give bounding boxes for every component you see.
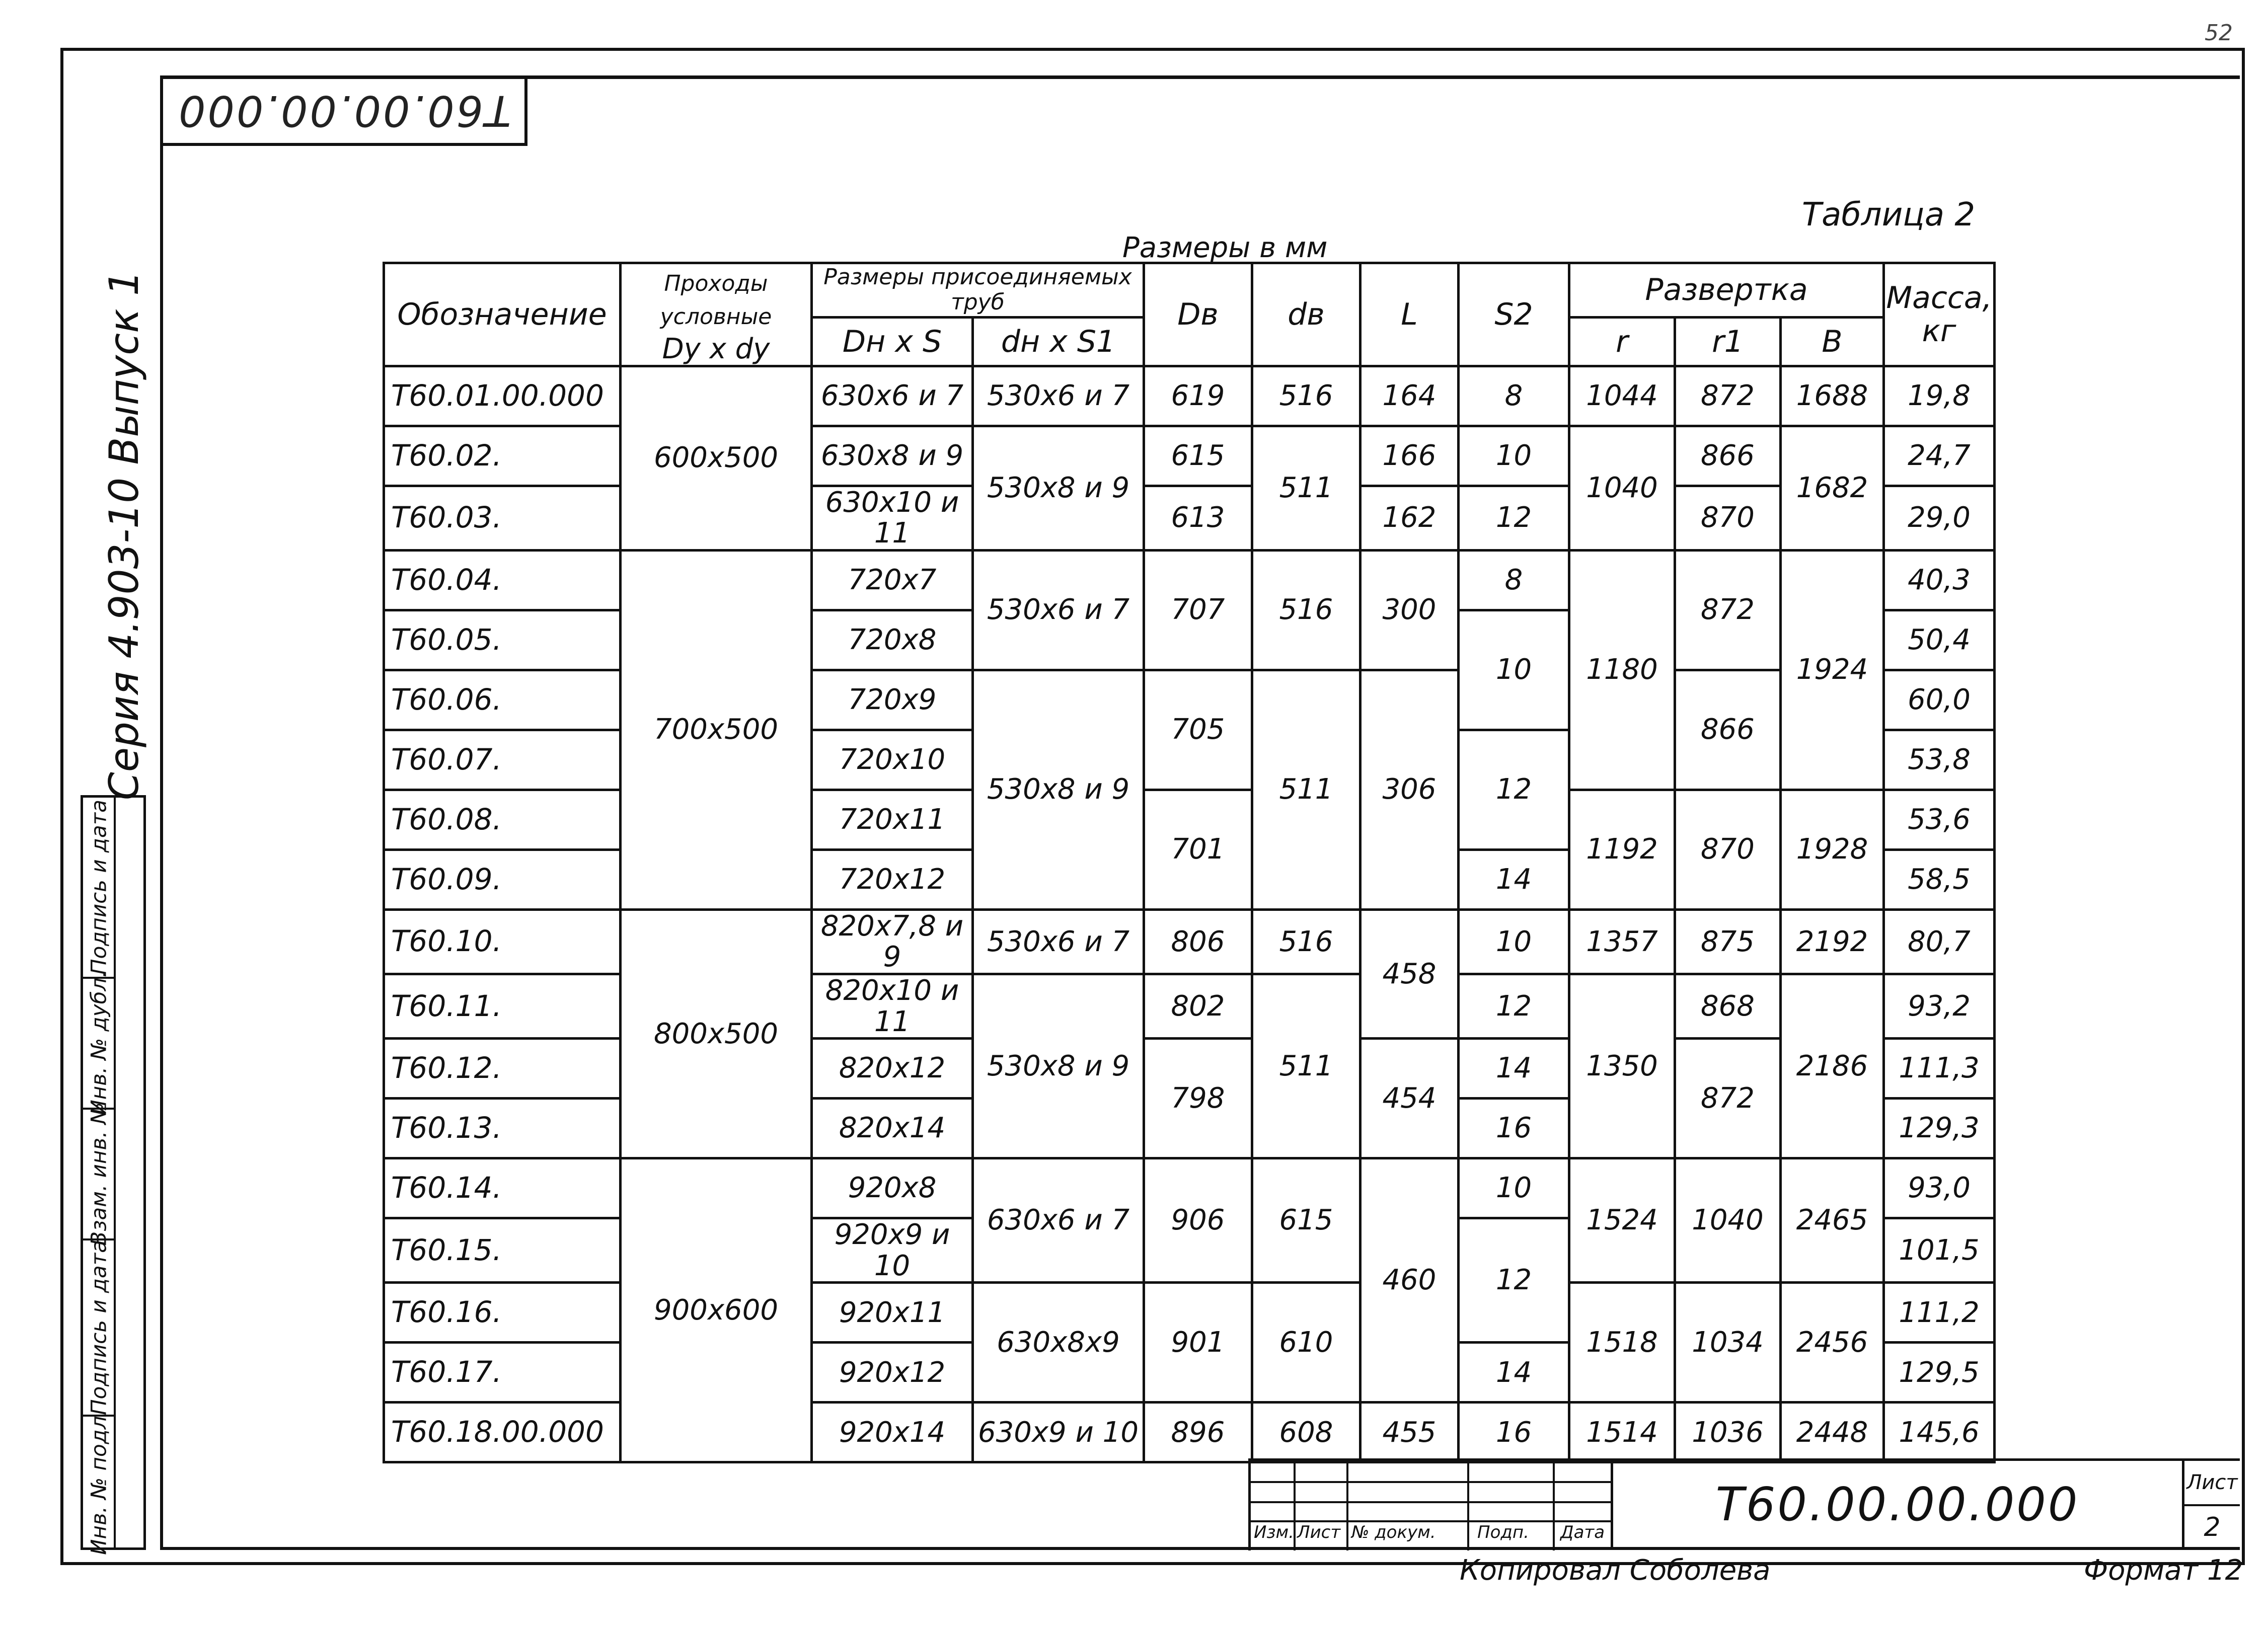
cell-pipe-main: 920х11 (812, 1283, 973, 1343)
grid-line (1346, 1461, 1348, 1550)
table-row (384, 909, 1995, 974)
cell-designation: Т60.02. (384, 426, 621, 486)
cell-pipe-branch: 530х6 и 7 (973, 366, 1144, 426)
cell-r: 1518 (1569, 1283, 1675, 1403)
cell-r: 1524 (1569, 1158, 1675, 1283)
cell-pipe-main: 630х6 и 7 (812, 366, 973, 426)
cell-B: 2192 (1781, 909, 1884, 974)
cell-pipe-branch: 630х6 и 7 (973, 1158, 1144, 1283)
header-L: L (1360, 263, 1459, 366)
cell-Db: 615 (1144, 426, 1252, 486)
cell-mass: 80,7 (1884, 909, 1995, 974)
cell-db: 608 (1252, 1403, 1360, 1462)
cell-S2: 14 (1459, 849, 1569, 909)
signature-label: Подп. (1477, 1522, 1529, 1542)
cell-mass: 145,6 (1884, 1403, 1995, 1462)
cell-r1: 872 (1675, 1039, 1781, 1158)
cell-designation: Т60.01.00.000 (384, 366, 621, 426)
cell-pipe-branch: 530х6 и 7 (973, 550, 1144, 670)
table-row (384, 366, 1995, 426)
cell-r1: 1036 (1675, 1403, 1781, 1462)
cell-designation: Т60.14. (384, 1158, 621, 1218)
cell-pipe-branch: 530х8 и 9 (973, 974, 1144, 1158)
cell-designation: Т60.15. (384, 1218, 621, 1283)
cell-designation: Т60.03. (384, 486, 621, 550)
cell-mass: 60,0 (1884, 670, 1995, 730)
grid-line (1251, 1501, 1613, 1503)
copied-by-label: Копировал Соболева (1460, 1554, 1771, 1587)
cell-designation: Т60.11. (384, 974, 621, 1038)
cell-S2: 8 (1459, 366, 1569, 426)
cell-mass: 93,2 (1884, 974, 1995, 1038)
cell-r1: 870 (1675, 790, 1781, 909)
table-row (384, 550, 1995, 610)
cell-db: 615 (1252, 1158, 1360, 1283)
cell-Db: 619 (1144, 366, 1252, 426)
cell-designation: Т60.12. (384, 1039, 621, 1099)
top-stamp (160, 75, 527, 146)
cell-pipe-main: 920х9 и 10 (812, 1218, 973, 1283)
cell-Db: 896 (1144, 1403, 1252, 1462)
cell-B: 2456 (1781, 1283, 1884, 1403)
cell-pipe-main: 820х7,8 и 9 (812, 909, 973, 974)
cell-B: 1924 (1781, 550, 1884, 790)
cell-S2: 16 (1459, 1403, 1569, 1462)
header-r1: r1 (1675, 317, 1781, 366)
left-stamp-cell (83, 1409, 116, 1555)
left-stamp-cell (83, 971, 116, 1116)
cell-db: 511 (1252, 426, 1360, 550)
header-B: В (1781, 317, 1884, 366)
cell-mass: 53,6 (1884, 790, 1995, 849)
cell-r1: 868 (1675, 974, 1781, 1038)
header-S2: S2 (1459, 263, 1569, 366)
cell-L: 162 (1360, 486, 1459, 550)
cell-Db: 707 (1144, 550, 1252, 670)
cell-r: 1180 (1569, 550, 1675, 790)
left-stamp-column (81, 795, 146, 1555)
cell-r: 1357 (1569, 909, 1675, 974)
cell-db: 516 (1252, 909, 1360, 974)
cell-mass: 93,0 (1884, 1158, 1995, 1218)
cell-S2: 10 (1459, 610, 1569, 730)
cell-pipe-main: 820х12 (812, 1039, 973, 1099)
cell-pipe-main: 630х8 и 9 (812, 426, 973, 486)
left-stamp-label: Подпись и дата (86, 800, 111, 975)
cell-r1: 875 (1675, 909, 1781, 974)
header-passes (621, 263, 812, 366)
cell-mass: 111,2 (1884, 1283, 1995, 1343)
cell-r: 1040 (1569, 426, 1675, 550)
left-stamp-label: Инв. № подл. (86, 1409, 111, 1555)
cell-designation: Т60.06. (384, 670, 621, 730)
cell-L: 164 (1360, 366, 1459, 426)
cell-pipe-main: 720х11 (812, 790, 973, 849)
cell-r: 1350 (1569, 974, 1675, 1158)
left-stamp-cell (83, 1102, 116, 1246)
cell-r1: 872 (1675, 366, 1781, 426)
left-stamp-cell (83, 1240, 116, 1417)
header-pipe-branch: dн x S1 (973, 317, 1144, 366)
header-pipes-group: Размеры присоединяемых труб (812, 263, 1144, 318)
series-label: Серия 4.903-10 Выпуск 1 (101, 270, 147, 800)
cell-designation: Т60.16. (384, 1283, 621, 1343)
units-caption: Размеры в мм (1122, 231, 1328, 264)
cell-db: 511 (1252, 670, 1360, 909)
document-number-label: № докум. (1351, 1522, 1436, 1542)
cell-mass: 101,5 (1884, 1218, 1995, 1283)
table-header-row (384, 263, 1995, 318)
cell-Db: 705 (1144, 670, 1252, 790)
cell-S2: 10 (1459, 1158, 1569, 1218)
cell-B: 2448 (1781, 1403, 1884, 1462)
cell-pipe-branch: 530х8 и 9 (973, 426, 1144, 550)
cell-db: 511 (1252, 974, 1360, 1158)
cell-L: 306 (1360, 670, 1459, 909)
header-mass: Масса, кг (1884, 263, 1995, 366)
cell-S2: 16 (1459, 1099, 1569, 1158)
cell-Db: 802 (1144, 974, 1252, 1038)
left-stamp-label: Подпись и дата (86, 1240, 111, 1415)
left-stamp-label: Взам. инв. № (86, 1102, 111, 1246)
sheet-col-label: Лист (1297, 1522, 1341, 1542)
cell-designation: Т60.10. (384, 909, 621, 974)
cell-mass: 40,3 (1884, 550, 1995, 610)
cell-B: 1682 (1781, 426, 1884, 550)
cell-L: 460 (1360, 1158, 1459, 1403)
cell-mass: 19,8 (1884, 366, 1995, 426)
cell-designation: Т60.17. (384, 1343, 621, 1403)
cell-r: 1044 (1569, 366, 1675, 426)
cell-pipe-branch: 530х8 и 9 (973, 670, 1144, 909)
cell-Db: 613 (1144, 486, 1252, 550)
cell-mass: 58,5 (1884, 849, 1995, 909)
cell-pipe-branch: 530х6 и 7 (973, 909, 1144, 974)
document-code: Т60.00.00.000 (1715, 1478, 2080, 1531)
cell-mass: 50,4 (1884, 610, 1995, 670)
cell-r1: 870 (1675, 486, 1781, 550)
cell-pipe-main: 720х10 (812, 730, 973, 790)
cell-db: 516 (1252, 366, 1360, 426)
table-row (384, 1158, 1995, 1218)
cell-Db: 901 (1144, 1283, 1252, 1403)
cell-Db: 906 (1144, 1158, 1252, 1283)
cell-pipe-branch: 630х9 и 10 (973, 1403, 1144, 1462)
cell-B: 1928 (1781, 790, 1884, 909)
grid-line (1553, 1461, 1555, 1550)
header-Db: Dв (1144, 263, 1252, 366)
header-passes-formula: Dу x dу (662, 333, 770, 365)
cell-S2: 12 (1459, 486, 1569, 550)
cell-r: 1514 (1569, 1403, 1675, 1462)
cell-L: 454 (1360, 1039, 1459, 1158)
cell-r1: 866 (1675, 426, 1781, 486)
cell-designation: Т60.13. (384, 1099, 621, 1158)
header-designation: Обозначение (384, 263, 621, 366)
cell-L: 300 (1360, 550, 1459, 670)
cell-passes: 800x500 (621, 909, 812, 1158)
format-label: Формат 12 (2084, 1554, 2243, 1587)
cell-Db: 798 (1144, 1039, 1252, 1158)
cell-mass: 129,3 (1884, 1099, 1995, 1158)
left-stamp-cell (83, 798, 116, 979)
header-sweep-group: Развертка (1569, 263, 1884, 318)
title-block-revision-grid (1248, 1458, 1613, 1550)
revision-label: Изм. (1254, 1522, 1294, 1542)
cell-S2: 14 (1459, 1343, 1569, 1403)
cell-passes: 700x500 (621, 550, 812, 909)
cell-Db: 701 (1144, 790, 1252, 909)
cell-mass: 29,0 (1884, 486, 1995, 550)
grid-line (1467, 1461, 1469, 1550)
cell-mass: 24,7 (1884, 426, 1995, 486)
cell-B: 1688 (1781, 366, 1884, 426)
date-label: Дата (1560, 1522, 1605, 1542)
header-db: dв (1252, 263, 1360, 366)
cell-S2: 10 (1459, 909, 1569, 974)
cell-designation: Т60.04. (384, 550, 621, 610)
cell-passes: 900x600 (621, 1158, 812, 1462)
cell-pipe-main: 820х10 и 11 (812, 974, 973, 1038)
cell-pipe-main: 920х12 (812, 1343, 973, 1403)
cell-pipe-main: 630х10 и 11 (812, 486, 973, 550)
cell-pipe-main: 720х9 (812, 670, 973, 730)
cell-S2: 10 (1459, 426, 1569, 486)
cell-passes: 600x500 (621, 366, 812, 550)
cell-designation: Т60.07. (384, 730, 621, 790)
cell-B: 2186 (1781, 974, 1884, 1158)
title-block-main (1611, 1458, 2182, 1548)
top-stamp-code: Т60.00.00.000 (176, 86, 511, 135)
cell-Db: 806 (1144, 909, 1252, 974)
header-passes-label: Проходы условные (660, 271, 772, 330)
table-caption: Таблица 2 (1802, 196, 1976, 234)
left-stamp-label: Инв. № дубл. (86, 971, 111, 1116)
cell-r1: 1040 (1675, 1158, 1781, 1283)
cell-B: 2465 (1781, 1158, 1884, 1283)
cell-r1: 1034 (1675, 1283, 1781, 1403)
dimensions-table (383, 262, 1996, 1463)
title-block-sheet (2182, 1458, 2240, 1548)
cell-designation: Т60.05. (384, 610, 621, 670)
cell-db: 610 (1252, 1283, 1360, 1403)
cell-L: 455 (1360, 1403, 1459, 1462)
cell-db: 516 (1252, 550, 1360, 670)
cell-designation: Т60.08. (384, 790, 621, 849)
grid-line (1251, 1481, 1613, 1483)
header-r: r (1569, 317, 1675, 366)
cell-S2: 12 (1459, 730, 1569, 849)
cell-S2: 12 (1459, 1218, 1569, 1343)
cell-r1: 872 (1675, 550, 1781, 670)
cell-r: 1192 (1569, 790, 1675, 909)
cell-L: 166 (1360, 426, 1459, 486)
header-pipe-main: Dн x S (812, 317, 973, 366)
cell-pipe-main: 720х12 (812, 849, 973, 909)
sheet-number: 2 (2204, 1512, 2221, 1542)
cell-mass: 111,3 (1884, 1039, 1995, 1099)
cell-designation: Т60.09. (384, 849, 621, 909)
cell-pipe-main: 820х14 (812, 1099, 973, 1158)
cell-designation: Т60.18.00.000 (384, 1403, 621, 1462)
cell-pipe-main: 920х14 (812, 1403, 973, 1462)
cell-pipe-branch: 630х8х9 (973, 1283, 1144, 1403)
cell-S2: 12 (1459, 974, 1569, 1038)
cell-pipe-main: 720х8 (812, 610, 973, 670)
cell-r1: 866 (1675, 670, 1781, 790)
corner-sheet-number: 52 (2205, 20, 2233, 46)
cell-mass: 53,8 (1884, 730, 1995, 790)
cell-pipe-main: 920х8 (812, 1158, 973, 1218)
cell-S2: 8 (1459, 550, 1569, 610)
sheet-label: Лист (2184, 1461, 2240, 1506)
cell-S2: 14 (1459, 1039, 1569, 1099)
cell-mass: 129,5 (1884, 1343, 1995, 1403)
cell-pipe-main: 720х7 (812, 550, 973, 610)
cell-L: 458 (1360, 909, 1459, 1038)
